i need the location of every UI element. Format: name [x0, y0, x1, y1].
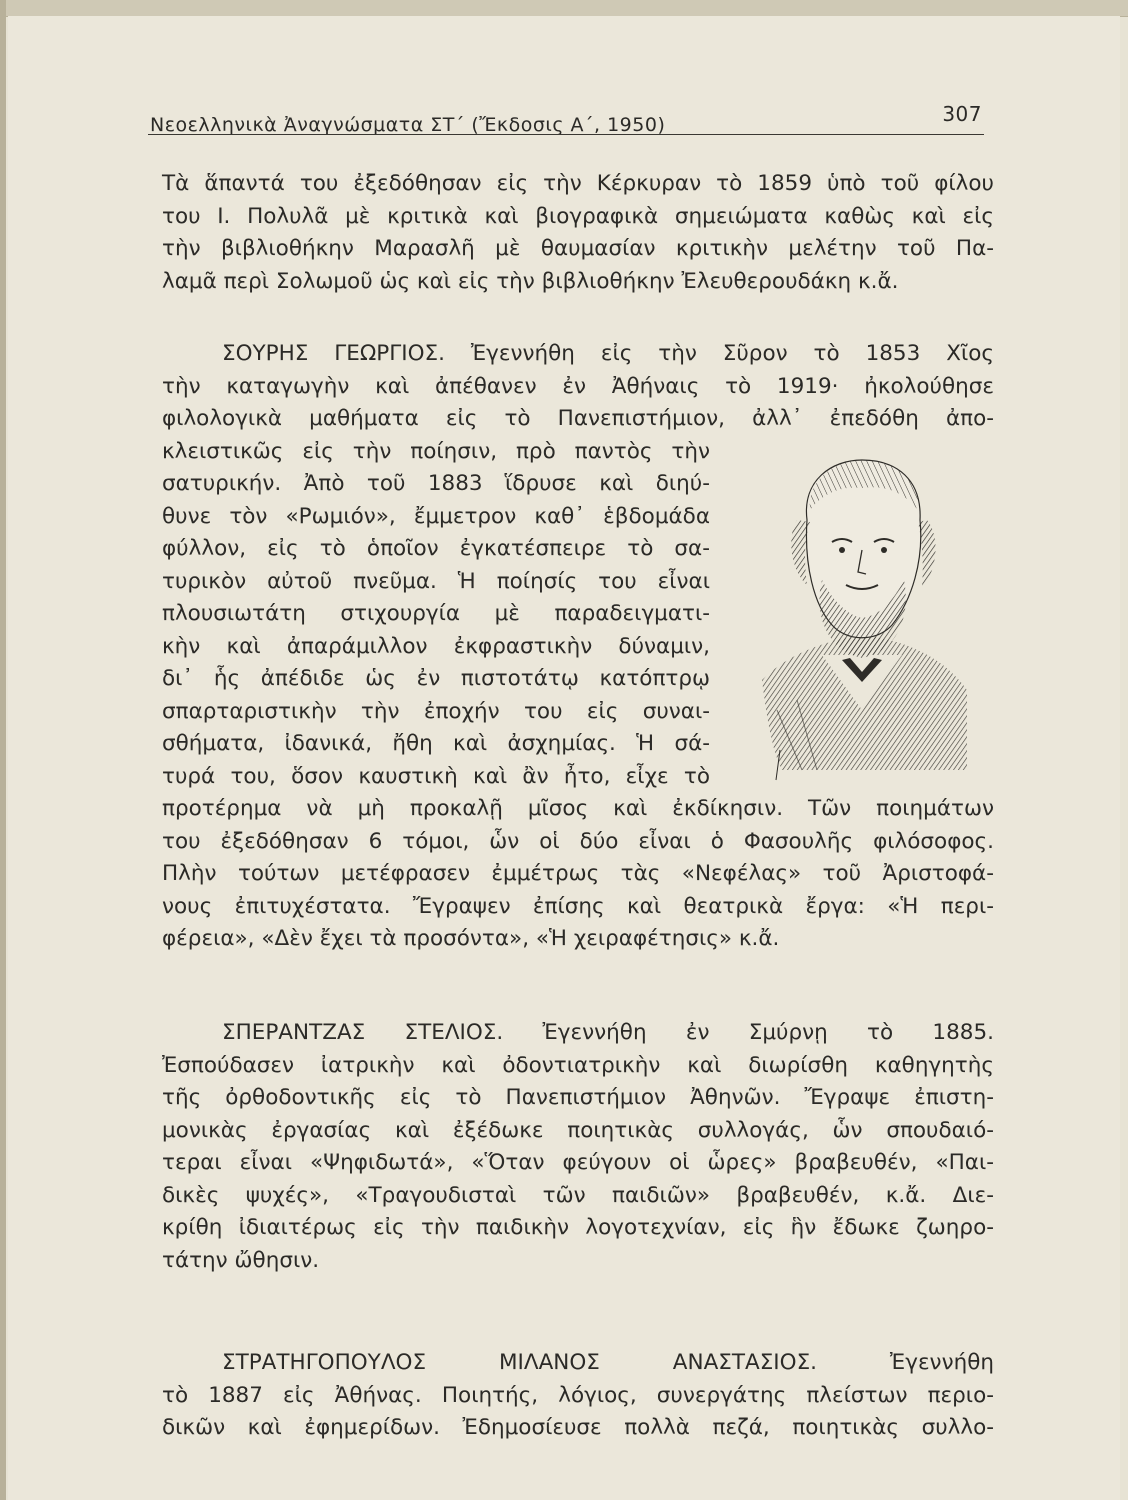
text-line: δι᾽ ἧς ἀπέδιδε ὡς ἐν πιστοτάτῳ κατόπτρῳ [162, 666, 710, 691]
text-line: Ἐσπούδασεν ἰατρικὴν καὶ ὀδοντιατρικὴν καὶ διωρίσθη καθηγητὴς [162, 1052, 994, 1078]
text-line: φιλολογικὰ μαθήματα εἰς τὸ Πανεπιστήμιον, ἀλλ᾽ ἐπεδόθη ἀπο- [162, 406, 994, 431]
text-line: δικῶν καὶ ἐφημερίδων. Ἐδημοσίευσε πολλὰ πεζά, ποιητικὰς συλλο- [162, 1415, 994, 1440]
text-line: σπαρταριστικὴν τὴν ἐποχήν του εἰς συναι- [162, 698, 710, 724]
text-line: θυνε τὸν «Ρωμιόν», ἔμμετρον καθ᾽ ἑβδομάδα [162, 503, 710, 529]
text-line: μονικὰς ἐργασίας καὶ ἐξέδωκε ποιητικὰς συλλογάς, ὧν σπουδαιό- [162, 1117, 994, 1143]
text-line: σθήματα, ἰδανικά, ἤθη καὶ ἀσχημίας. Ἡ σά- [162, 731, 710, 756]
book-top-edge [0, 0, 1128, 17]
text-line: σατυρικήν. Ἀπὸ τοῦ 1883 ἵδρυσε καὶ διηύ- [162, 471, 710, 496]
paragraph-sperantzas [162, 1017, 994, 1277]
text-line: φύλλον, εἰς τὸ ὁποῖον ἐγκατέσπειρε τὸ σα- [162, 536, 710, 561]
text-line: ΣΤΡΑΤΗΓΟΠΟΥΛΟΣ ΜΙΛΑΝΟΣ ΑΝΑΣΤΑΣΙΟΣ. Ἐγεννήθη [222, 1350, 994, 1375]
text-line: του Ι. Πολυλᾶ μὲ κριτικὰ καὶ βιογραφικὰ σημειώματα καθὼς καὶ εἰς [162, 203, 994, 229]
text-line: λαμᾶ περὶ Σολωμοῦ ὡς καὶ εἰς τὴν βιβλιοθήκην Ἐλευθερουδάκη κ.ἄ. [162, 268, 899, 294]
text-line: πλουσιωτάτη στιχουργία μὲ παραδειγματι- [162, 601, 710, 626]
header-rule [148, 134, 984, 135]
text-line: κρίθη ἰδιαιτέρως εἰς τὴν παιδικὴν λογοτεχνίαν, εἰς ἣν ἔδωκε ζωηρο- [162, 1215, 994, 1240]
text-line: δικὲς ψυχές», «Τραγουδισταὶ τῶν παιδιῶν» βραβευθέν, κ.ἄ. Διε- [162, 1182, 994, 1208]
text-line: τυρά του, ὅσον καυστικὴ καὶ ἂν ἦτο, εἶχε τὸ [162, 763, 710, 789]
text-line: Πλὴν τούτων μετέφρασεν ἐμμέτρως τὰς «Νεφέλας» τοῦ Ἀριστοφά- [162, 861, 994, 886]
text-line: τῆς ὀρθοδοντικῆς εἰς τὸ Πανεπιστήμιον Ἀθηνῶν. Ἔγραψε ἐπιστη- [162, 1085, 994, 1110]
portrait-engraving [762, 450, 972, 795]
text-line: ΣΟΥΡΗΣ ΓΕΩΡΓΙΟΣ. Ἐγεννήθη εἰς τὴν Σῦρον τὸ 1853 Χῖος [222, 341, 994, 366]
paragraph-stratigopoulos [162, 1347, 994, 1445]
book-title: Νεοελληνικὰ Ἀναγνώσματα ΣΤ΄ (Ἔκδοσις Α΄, 1950) [150, 114, 666, 136]
text-line: τυρικὸν αὐτοῦ πνεῦμα. Ἡ ποίησίς του εἶναι [162, 568, 710, 594]
text-line: Τὰ ἅπαντά του ἐξεδόθησαν εἰς τὴν Κέρκυραν τὸ 1859 ὑπὸ τοῦ φίλου [162, 171, 994, 196]
text-line: τὴν βιβλιοθήκην Μαρασλῆ μὲ θαυμασίαν κριτικὴν μελέτην τοῦ Πα- [162, 236, 994, 261]
paragraph-solomos-editions [162, 168, 994, 298]
book-left-edge [0, 0, 6, 1500]
text-line: νους ἐπιτυχέστατα. Ἔγραψεν ἐπίσης καὶ θεατρικὰ ἔργα: «Ἡ περι- [162, 893, 994, 919]
text-line: προτέρημα νὰ μὴ προκαλῇ μῖσος καὶ ἐκδίκησιν. Τῶν ποιημάτων [162, 796, 994, 821]
text-line: τεραι εἶναι «Ψηφιδωτά», «Ὅταν φεύγουν οἱ ὧρες» βραβευθέν, «Παι- [162, 1150, 994, 1175]
text-line: του ἐξεδόθησαν 6 τόμοι, ὧν οἱ δύο εἶναι ὁ Φασουλῆς φιλόσοφος. [162, 828, 994, 854]
text-line: τάτην ὤθησιν. [162, 1247, 320, 1273]
text-line: κὴν καὶ ἀπαράμιλλον ἐκφραστικὴν δύναμιν, [162, 633, 710, 659]
page-number: 307 [942, 102, 982, 126]
text-line: κλειστικῶς εἰς τὴν ποίησιν, πρὸ παντὸς τὴν [162, 438, 710, 464]
text-line: ΣΠΕΡΑΝΤΖΑΣ ΣΤΕΛΙΟΣ. Ἐγεννήθη ἐν Σμύρνῃ τὸ 1885. [222, 1020, 994, 1045]
text-line: φέρεια», «Δὲν ἔχει τὰ προσόντα», «Ἡ χειραφέτησις» κ.ἄ. [162, 926, 780, 951]
text-line: τὸ 1887 εἰς Ἀθήνας. Ποιητής, λόγιος, συνεργάτης πλείστων περιο- [162, 1382, 994, 1408]
text-line: τὴν καταγωγὴν καὶ ἀπέθανεν ἐν Ἀθήναις τὸ 1919· ἠκολούθησε [162, 373, 994, 399]
